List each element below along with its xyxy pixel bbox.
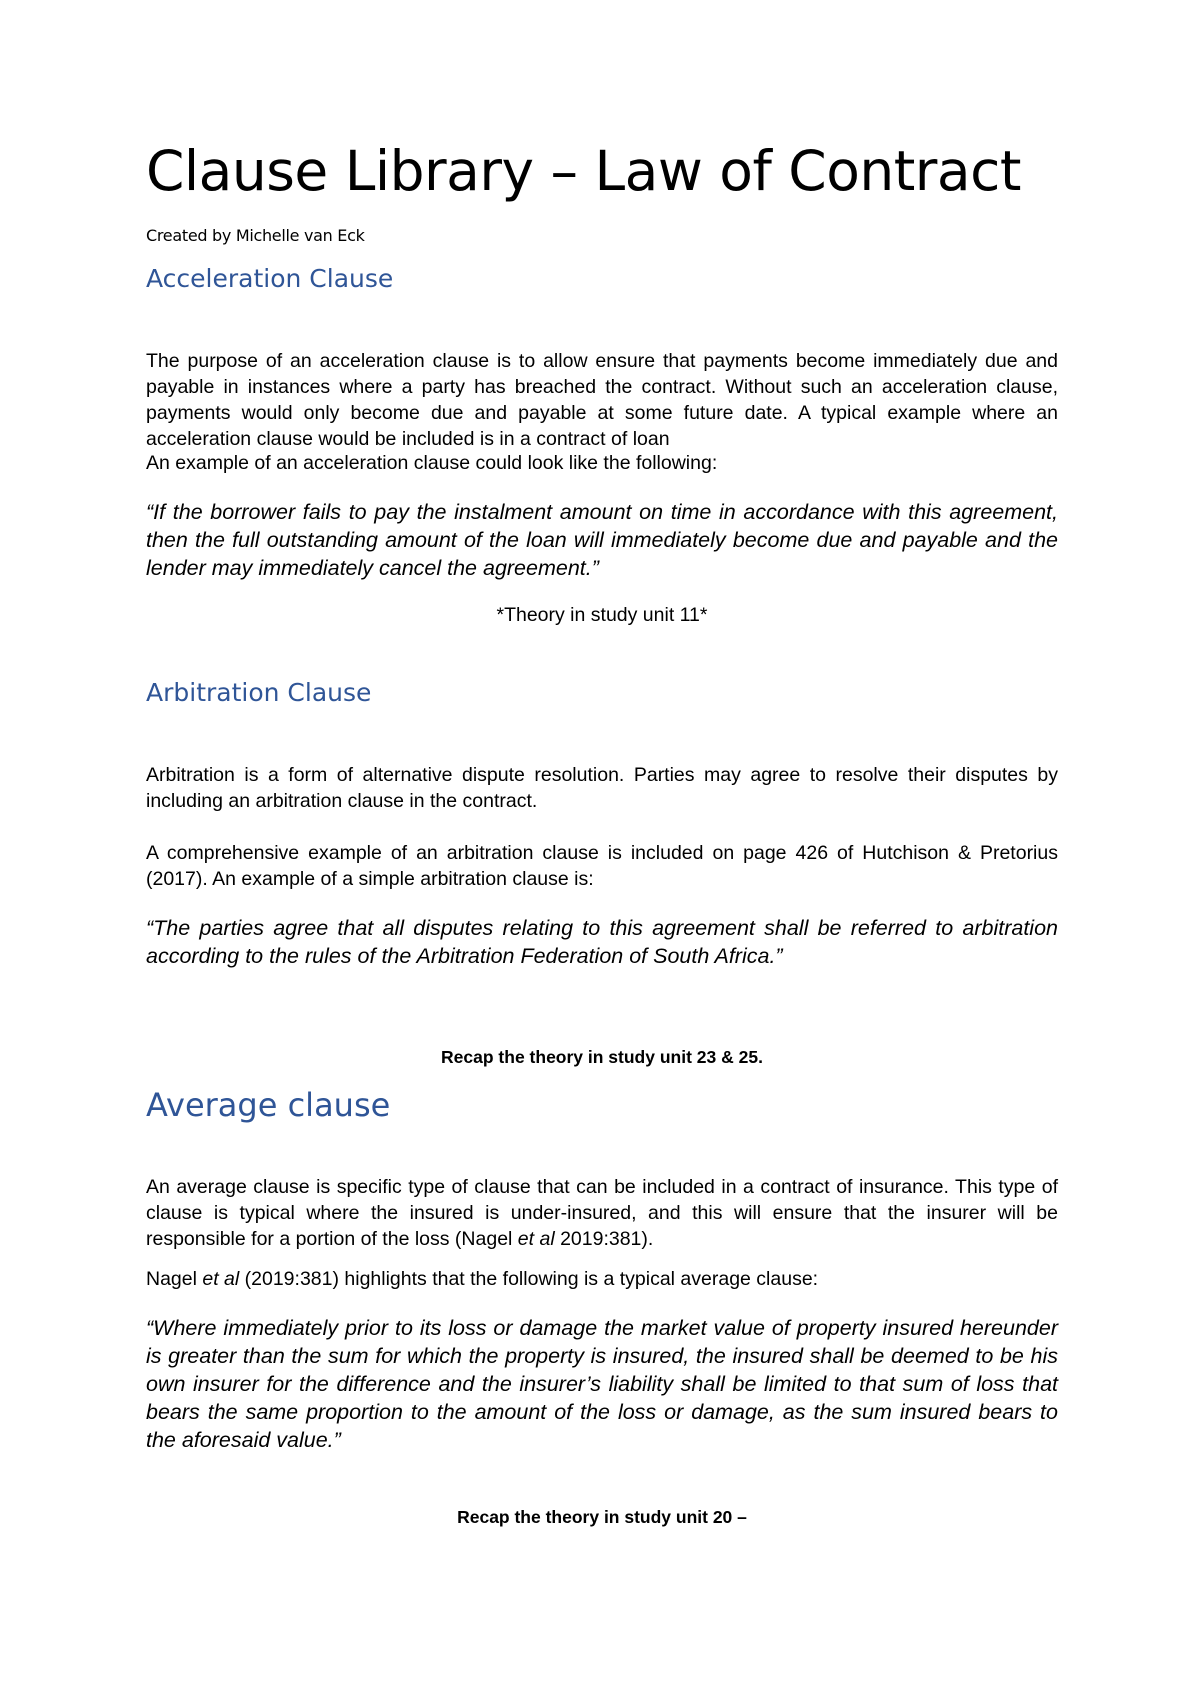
acceleration-paragraph-1: The purpose of an acceleration clause is to allow ensure that payments become immediately due and payable in instances where a party has breached the contract. Without such an acceleration clause, payments would only become due and payable at some future date. A typical example where an acceleration clause would be included is in a contract of loan [146,350,1058,450]
average-paragraph-2: Nagel et al (2019:381) highlights that the following is a typical average clause: [146,1268,819,1290]
acceleration-heading: Acceleration Clause [146,264,394,293]
arbitration-heading: Arbitration Clause [146,678,372,707]
arbitration-example-quote: “The parties agree that all disputes relating to this agreement shall be referred to arbitration according to the rules of the Arbitration Federation of South Africa.” [146,916,1058,968]
average-example-quote: “Where immediately prior to its loss or damage the market value of property insured hereunder is greater than the sum for which the property is insured, the insured shall be deemed to be his own insurer for the difference and the insurer’s liability shall be limited to that sum of loss that bears the same proportion to the amount of the loss or damage, as the sum insured bears to the aforesaid value.” [146,1316,1058,1452]
arbitration-paragraph-2: A comprehensive example of an arbitration clause is included on page 426 of Hutchison & Pretorius (2017). An example of a simple arbitration clause is: [146,842,1058,890]
average-recap-note: Recap the theory in study unit 20 – [457,1507,747,1527]
acceleration-theory-note: *Theory in study unit 11* [496,604,708,626]
arbitration-paragraph-1: Arbitration is a form of alternative dispute resolution. Parties may agree to resolve their disputes by including an arbitration clause in the contract. [146,764,1058,812]
average-heading: Average clause [146,1086,391,1124]
average-paragraph-1: An average clause is specific type of clause that can be included in a contract of insurance. This type of clause is typical where the insured is under-insured, and this will ensure that the insurer will be responsible for a portion of the loss (Nagel et al 2019:381). [146,1176,1058,1250]
author-line: Created by Michelle van Eck [146,226,365,245]
arbitration-recap-note: Recap the theory in study unit 23 & 25. [441,1047,763,1067]
acceleration-paragraph-2: An example of an acceleration clause could look like the following: [146,452,718,474]
acceleration-example-quote: “If the borrower fails to pay the instalment amount on time in accordance with this agreement, then the full outstanding amount of the loan will immediately become due and payable and the lender may immediately cancel the agreement.” [146,500,1058,580]
document-title: Clause Library – Law of Contract [146,139,1021,203]
